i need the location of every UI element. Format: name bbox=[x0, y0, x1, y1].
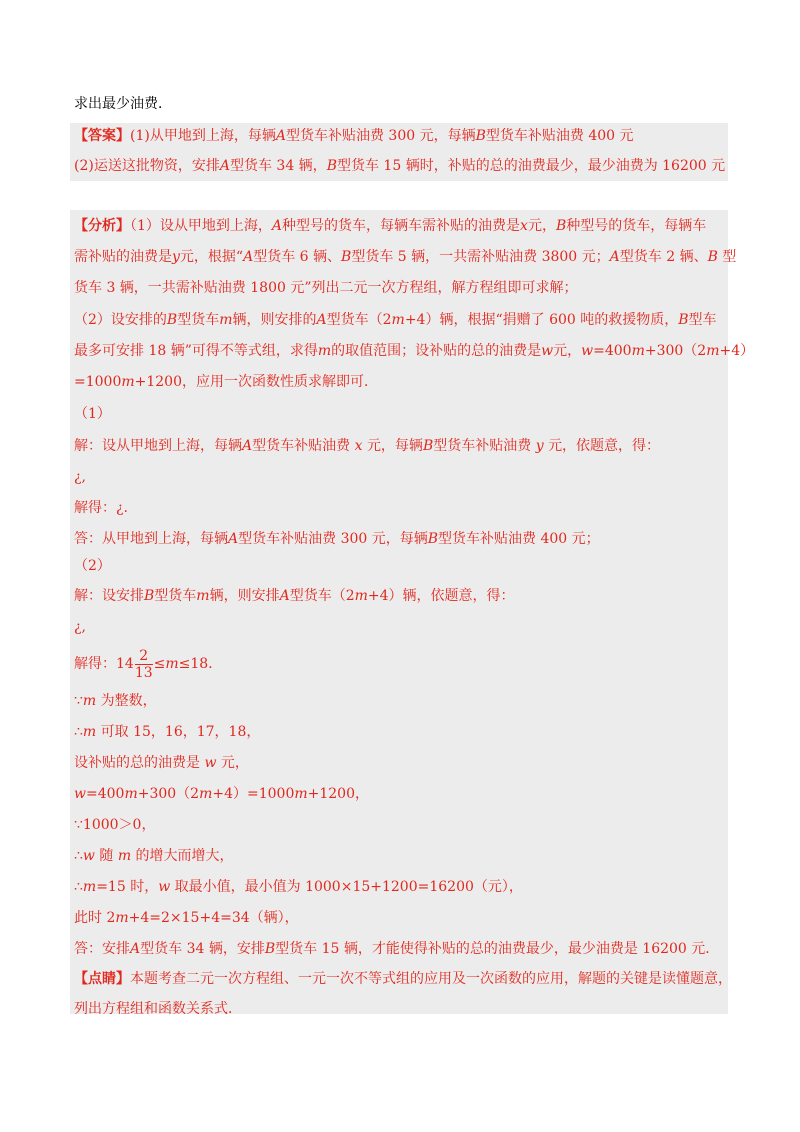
solution-2-inequality: ¿, bbox=[74, 619, 86, 635]
final-answer: 答：安排A型货车 34 辆，安排B型货车 15 辆，才能使得补贴的总的油费最少，最少油费是 16200 元． bbox=[74, 941, 720, 957]
reason-define-w: 设补贴的总的油费是 w 元， bbox=[74, 755, 249, 771]
solution-1-result: 解得：¿. bbox=[74, 500, 128, 516]
solution-1-equation: ¿, bbox=[74, 469, 86, 485]
reason-w-formula: w=400m+300（2m+4）=1000m+1200， bbox=[74, 786, 369, 802]
reason-minimum: ∴m=15 时，w 取最小值，最小值为 1000×15+1200=16200（元）， bbox=[74, 879, 523, 895]
analysis-line-2: 需补贴的油费是y元，根据“A型货车 6 辆、B型货车 5 辆，一共需补贴油费 3800 元；A型货车 2 辆、B 型 bbox=[74, 249, 737, 265]
reason-values: ∴m 可取 15，16，17，18， bbox=[74, 724, 261, 740]
solution-2-setup: 解：设安排B型货车m辆，则安排A型货车（2m+4）辆，依题意，得： bbox=[74, 588, 515, 604]
answer-line-1: 【答案】(1)从甲地到上海，每辆A型货车补贴油费 300 元，每辆B型货车补贴油费 400 元 bbox=[74, 128, 634, 144]
part-2-label: （2） bbox=[74, 558, 111, 574]
comment-line-1: 【点睛】本题考查二元一次方程组、一元一次不等式组的应用及一次函数的应用，解题的关键是读懂题意， bbox=[74, 971, 732, 987]
answer-line-2: (2)运送这批物资，安排A型货车 34 辆，B型货车 15 辆时，补贴的总的油费最少，最少油费为 16200 元 bbox=[74, 158, 726, 174]
analysis-line-1: 【分析】（1）设从甲地到上海，A种型号的货车，每辆车需补贴的油费是x元，B种型号的货车，每辆车 bbox=[74, 218, 707, 234]
comment-line-2: 列出方程组和函数关系式． bbox=[74, 1001, 242, 1017]
analysis-line-6: =1000m+1200，应用一次函数性质求解即可． bbox=[74, 374, 378, 390]
question-tail: 求出最少油费． bbox=[74, 96, 172, 112]
reason-positive: ∵1000＞0， bbox=[74, 817, 156, 833]
fraction: $\frac{2}{13}$ bbox=[134, 647, 153, 681]
part-1-label: （1） bbox=[74, 406, 111, 422]
solution-1-setup: 解：设从甲地到上海，每辆A型货车补贴油费 x 元，每辆B型货车补贴油费 y 元，依题意，得： bbox=[74, 438, 661, 454]
analysis-line-3: 货车 3 辆，一共需补贴油费 1800 元”列出二元一次方程组，解方程组即可求解； bbox=[74, 280, 578, 296]
reason-increasing: ∴w 随 m 的增大而增大， bbox=[74, 848, 234, 864]
analysis-line-4: （2）设安排的B型货车m辆，则安排的A型货车（2m+4）辆，根据“捐赠了 600 吨的救援物质，B型车 bbox=[74, 312, 717, 328]
analysis-line-5: 最多可安排 18 辆”可得不等式组，求得m的取值范围；设补贴的总的油费是w元，w=400m+300（2m+4） bbox=[74, 343, 755, 359]
reason-count: 此时 2m+4=2×15+4=34（辆）， bbox=[74, 910, 299, 926]
solution-2-result: 解得：14 $\frac{2}{13}$ ≤m≤18． bbox=[74, 647, 223, 681]
solution-1-answer: 答：从甲地到上海，每辆A型货车补贴油费 300 元，每辆B型货车补贴油费 400 元； bbox=[74, 531, 600, 547]
reason-integer: ∵m 为整数， bbox=[74, 693, 157, 709]
